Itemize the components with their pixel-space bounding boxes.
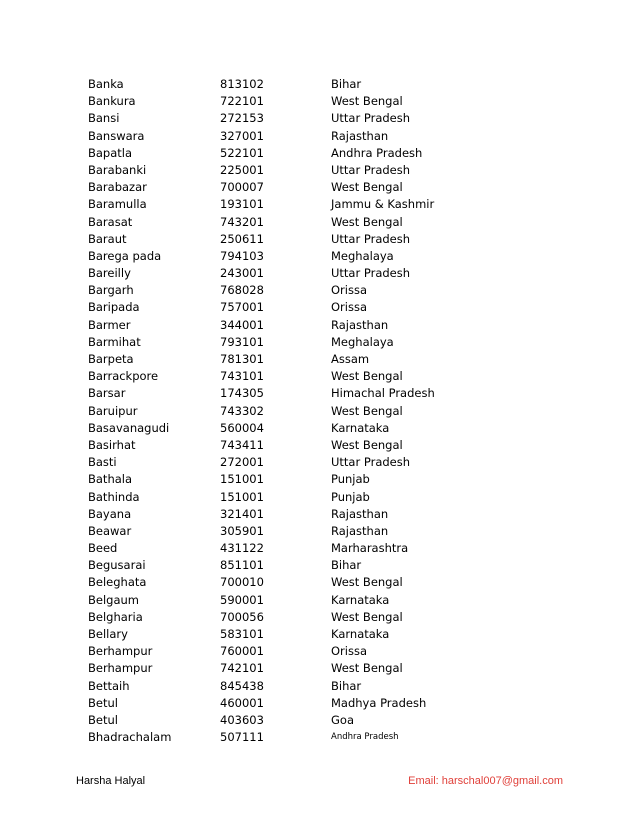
city-cell: Berhampur	[88, 661, 153, 676]
state-cell: West Bengal	[331, 214, 403, 229]
footer-email-address[interactable]: harschal007@gmail.com	[441, 775, 563, 787]
table-row	[0, 282, 638, 299]
state-cell: Orissa	[331, 283, 368, 298]
table-row	[0, 317, 638, 334]
city-cell: Bansi	[88, 111, 120, 126]
table-row	[0, 626, 638, 643]
state-cell: West Bengal	[331, 94, 403, 109]
table-row	[0, 334, 638, 351]
state-cell: Rajasthan	[331, 128, 389, 143]
city-cell: Begusarai	[88, 558, 146, 573]
state-cell: Karnataka	[331, 592, 390, 607]
pincode-cell: 272153	[220, 111, 264, 126]
city-cell: Barabazar	[88, 180, 147, 195]
city-cell: Barrackpore	[88, 369, 159, 384]
table-row	[0, 179, 638, 196]
state-cell: Assam	[331, 352, 370, 366]
state-cell: Uttar Pradesh	[331, 266, 411, 281]
city-cell: Barmer	[88, 317, 131, 332]
city-cell: Banka	[88, 77, 124, 91]
table-row	[0, 489, 638, 506]
footer-email-label: Email:	[408, 775, 439, 787]
city-cell: Bathala	[88, 472, 133, 487]
city-cell: Beawar	[88, 523, 132, 538]
city-cell: Banswara	[88, 128, 145, 143]
state-cell: Rajasthan	[331, 523, 389, 538]
city-cell: Basavanagudi	[88, 420, 170, 435]
state-cell: West Bengal	[331, 609, 403, 624]
city-cell: Belgharia	[88, 609, 143, 624]
table-row	[0, 678, 638, 695]
state-cell: Karnataka	[331, 420, 390, 435]
table-row	[0, 145, 638, 162]
state-cell: Himachal Pradesh	[331, 386, 435, 401]
pincode-cell: 344001	[220, 317, 264, 332]
pincode-cell: 321401	[220, 506, 264, 521]
pincode-cell: 794103	[220, 248, 264, 263]
pincode-cell: 560004	[220, 420, 264, 435]
table-row	[0, 660, 638, 677]
state-cell: Andhra Pradesh	[331, 145, 423, 160]
state-cell: Punjab	[331, 472, 370, 487]
pincode-cell: 590001	[220, 592, 264, 607]
state-cell: West Bengal	[331, 575, 403, 590]
city-cell: Baruipur	[88, 403, 138, 418]
pincode-cell: 757001	[220, 300, 264, 315]
state-cell: Uttar Pradesh	[331, 162, 411, 177]
state-cell: West Bengal	[331, 437, 403, 452]
table-row	[0, 368, 638, 385]
city-cell: Bettaih	[88, 678, 130, 693]
city-cell: Basti	[88, 455, 117, 470]
city-cell: Baripada	[88, 300, 140, 315]
city-cell: Basirhat	[88, 437, 136, 452]
city-cell: Barega pada	[88, 248, 162, 263]
city-cell: Barsar	[88, 386, 126, 401]
state-cell: Madhya Pradesh	[331, 695, 427, 710]
table-row	[0, 162, 638, 179]
state-cell: Rajasthan	[331, 317, 389, 332]
state-cell: Meghalaya	[331, 248, 394, 263]
state-cell: Orissa	[331, 300, 368, 315]
pincode-cell: 813102	[220, 77, 264, 91]
table-row	[0, 729, 638, 746]
city-cell: Berhampur	[88, 644, 153, 659]
table-row	[0, 471, 638, 488]
state-cell: Bihar	[331, 678, 362, 693]
pincode-cell: 174305	[220, 386, 264, 401]
pincode-cell: 460001	[220, 695, 264, 710]
state-cell: Bihar	[331, 77, 362, 91]
pincode-cell: 522101	[220, 145, 264, 160]
city-pincode-table	[0, 76, 638, 746]
table-row	[0, 540, 638, 557]
table-row	[0, 231, 638, 248]
state-cell: Meghalaya	[331, 334, 394, 349]
pincode-cell: 700010	[220, 575, 264, 590]
pincode-cell: 742101	[220, 661, 264, 676]
table-row	[0, 420, 638, 437]
state-cell: Goa	[331, 712, 354, 727]
table-row	[0, 265, 638, 282]
table-row	[0, 592, 638, 609]
city-cell: Barmihat	[88, 334, 141, 349]
pincode-cell: 768028	[220, 283, 264, 298]
table-row	[0, 248, 638, 265]
table-row	[0, 454, 638, 471]
pincode-cell: 793101	[220, 334, 264, 349]
city-cell: Baramulla	[88, 197, 147, 212]
state-cell: Bihar	[331, 558, 362, 573]
pincode-cell: 851101	[220, 558, 264, 573]
pincode-cell: 743201	[220, 214, 264, 229]
pincode-cell: 781301	[220, 352, 264, 366]
city-cell: Bhadrachalam	[88, 730, 172, 745]
state-cell: West Bengal	[331, 403, 403, 418]
table-row	[0, 506, 638, 523]
pincode-cell: 507111	[220, 730, 264, 745]
city-cell: Barpeta	[88, 352, 134, 366]
table-row	[0, 214, 638, 231]
city-cell: Bayana	[88, 506, 132, 521]
pincode-cell: 743101	[220, 369, 264, 384]
footer-author: Harsha Halyal	[76, 775, 146, 787]
city-cell: Beleghata	[88, 575, 147, 590]
table-row	[0, 128, 638, 145]
pincode-cell: 700007	[220, 180, 264, 195]
city-cell: Barasat	[88, 214, 133, 229]
pincode-cell: 845438	[220, 678, 264, 693]
city-cell: Bellary	[88, 627, 128, 641]
pincode-cell: 583101	[220, 627, 264, 641]
pincode-cell: 722101	[220, 94, 264, 109]
table-row	[0, 523, 638, 540]
footer-email	[408, 775, 563, 787]
state-cell: Karnataka	[331, 627, 390, 641]
city-cell: Bareilly	[88, 266, 131, 281]
city-cell: Bapatla	[88, 145, 133, 160]
city-cell: Belgaum	[88, 592, 139, 607]
pincode-cell: 250611	[220, 231, 264, 246]
table-row	[0, 93, 638, 110]
state-cell: Rajasthan	[331, 506, 389, 521]
table-row	[0, 76, 638, 93]
pincode-cell: 327001	[220, 128, 264, 143]
pincode-cell: 431122	[220, 541, 264, 556]
state-cell: Punjab	[331, 489, 370, 504]
state-cell: West Bengal	[331, 180, 403, 195]
pincode-cell: 243001	[220, 266, 264, 281]
city-cell: Betul	[88, 695, 118, 710]
table-row	[0, 299, 638, 316]
city-cell: Barabanki	[88, 162, 147, 177]
table-row	[0, 385, 638, 402]
pincode-cell: 743411	[220, 437, 264, 452]
table-row	[0, 351, 638, 368]
state-cell: Jammu & Kashmir	[331, 197, 435, 212]
state-cell: Marharashtra	[331, 541, 409, 556]
pincode-cell: 272001	[220, 455, 264, 470]
city-cell: Bargarh	[88, 283, 134, 298]
table-row	[0, 437, 638, 454]
table-row	[0, 574, 638, 591]
pincode-cell: 225001	[220, 162, 264, 177]
pincode-cell: 193101	[220, 197, 264, 212]
state-cell: Uttar Pradesh	[331, 455, 411, 470]
table-row	[0, 609, 638, 626]
state-cell: West Bengal	[331, 661, 403, 676]
state-cell: Uttar Pradesh	[331, 231, 411, 246]
table-row	[0, 110, 638, 127]
city-cell: Baraut	[88, 231, 127, 246]
pincode-cell: 700056	[220, 609, 264, 624]
pincode-cell: 151001	[220, 472, 264, 487]
state-cell: West Bengal	[331, 369, 403, 384]
table-row	[0, 695, 638, 712]
city-cell: Bankura	[88, 94, 136, 109]
state-cell: Uttar Pradesh	[331, 111, 411, 126]
table-row	[0, 196, 638, 213]
pincode-cell: 760001	[220, 644, 264, 659]
table-row	[0, 557, 638, 574]
table-row	[0, 712, 638, 729]
pincode-cell: 305901	[220, 523, 264, 538]
pincode-cell: 743302	[220, 403, 264, 418]
city-cell: Betul	[88, 712, 118, 727]
city-cell: Beed	[88, 541, 118, 556]
city-cell: Bathinda	[88, 489, 140, 504]
table-row	[0, 403, 638, 420]
state-cell: Orissa	[331, 644, 368, 659]
state-cell: Andhra Pradesh	[331, 732, 399, 743]
table-row	[0, 643, 638, 660]
pincode-cell: 151001	[220, 489, 264, 504]
pincode-cell: 403603	[220, 712, 264, 727]
